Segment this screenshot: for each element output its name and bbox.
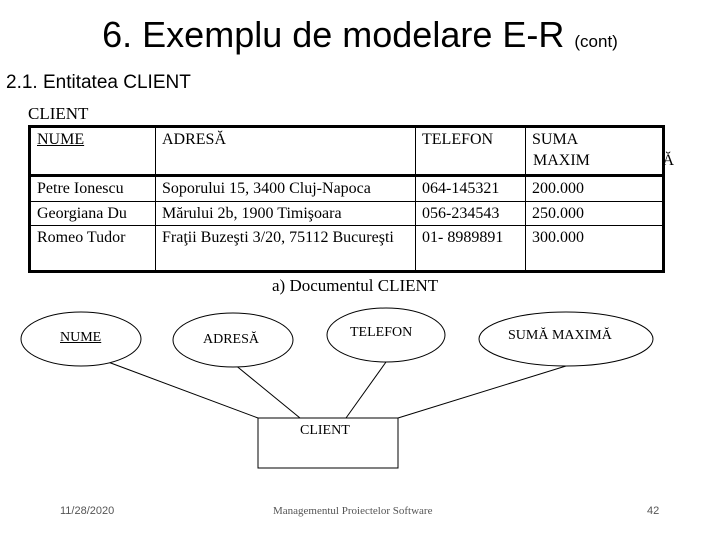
cell-telefon: 064-145321	[416, 176, 526, 202]
cell-telefon: 056-234543	[416, 201, 526, 226]
header-suma: SUMA MAXIM Ă	[526, 127, 664, 176]
attribute-label-telefon: TELEFON	[350, 325, 413, 340]
header-adresa: ADRESĂ	[156, 127, 416, 176]
cell-suma: 200.000	[526, 176, 664, 202]
cell-suma: 250.000	[526, 201, 664, 226]
cell-nume: Romeo Tudor	[30, 226, 156, 272]
connector-nume	[108, 362, 258, 418]
slide-title-main: 6. Exemplu de modelare E-R	[102, 14, 565, 55]
cell-adresa: Fraţii Buzeşti 3/20, 75112 Bucureşti	[156, 226, 416, 272]
cell-nume: Petre Ionescu	[30, 176, 156, 202]
entity-label-client: CLIENT	[300, 423, 350, 438]
header-nume: NUME	[30, 127, 156, 176]
footer-title: Managementul Proiectelor Software	[273, 505, 433, 517]
attribute-label-adresa: ADRESĂ	[203, 332, 260, 347]
document-caption: a) Documentul CLIENT	[272, 276, 439, 295]
connector-suma	[398, 366, 566, 418]
cell-adresa: Soporului 15, 3400 Cluj-Napoca	[156, 176, 416, 202]
section-heading: 2.1. Entitatea CLIENT	[6, 72, 191, 93]
attribute-label-suma: SUMĂ MAXIMĂ	[508, 328, 612, 343]
cell-telefon: 01- 8989891	[416, 226, 526, 272]
document-label: CLIENT	[28, 104, 89, 123]
page-number: 42	[647, 505, 660, 517]
connector-telefon	[346, 362, 386, 418]
attribute-label-nume: NUME	[60, 330, 102, 345]
footer-date: 11/28/2020	[60, 505, 115, 517]
cell-nume: Georgiana Du	[30, 201, 156, 226]
connector-adresa	[234, 364, 300, 418]
slide-title-suffix: (cont)	[574, 32, 618, 51]
cell-adresa: Mărului 2b, 1900 Timişoara	[156, 201, 416, 226]
header-telefon: TELEFON	[416, 127, 526, 176]
cell-suma: 300.000	[526, 226, 664, 272]
